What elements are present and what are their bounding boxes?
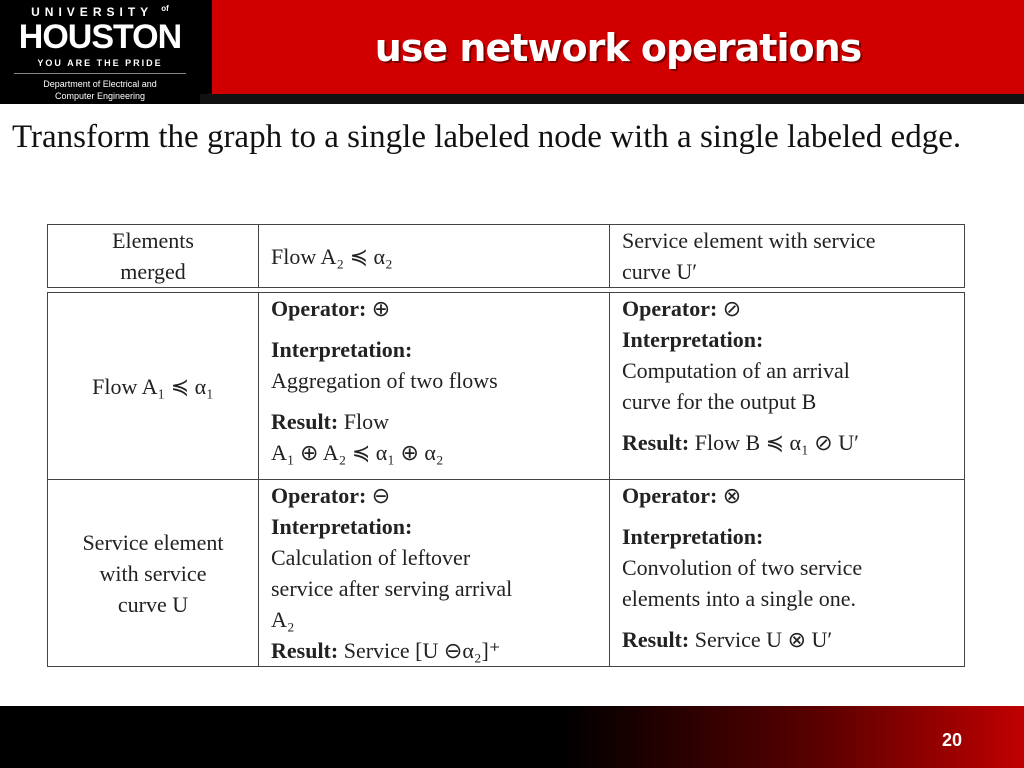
header-dark-strip — [200, 94, 1024, 104]
logo-tagline: YOU ARE THE PRIDE — [37, 58, 163, 68]
header-gap — [200, 0, 212, 94]
table-row — [48, 293, 965, 480]
footer-bar — [0, 706, 1024, 768]
cell-aggregation: Operator: ⊕ Interpretation: Aggregation of two flows Result: Flow A₁ ⊕ A₂ ≼ α₁ ⊕ α₂ — [259, 293, 610, 480]
cell-leftover: Operator: ⊖ Interpretation: Calculation of leftover service after serving arrival A₂ Result: Service [U ⊖α₂]⁺ — [259, 480, 610, 667]
university-logo — [0, 0, 200, 104]
cell-arrival-curve: Operator: ⊘ Interpretation: Computation of an arrival curve for the output B Result: Flow B ≼ α₁ ⊘ U′ — [610, 293, 965, 480]
logo-university-text: UNIVERSITY $^{of}$ — [31, 4, 169, 19]
table-row — [48, 480, 965, 667]
page-number: 20 — [941, 730, 962, 750]
slide-title: use network operations — [374, 26, 862, 70]
header-cell-elements: Elements merged — [48, 225, 259, 288]
cell-convolution: Operator: ⊗ Interpretation: Convolution of two service elements into a single one. Result: Service U ⊗ U′ — [610, 480, 965, 667]
logo-divider — [14, 73, 186, 74]
row-label-flow: Flow A₁ ≼ α₁ — [48, 293, 259, 480]
logo-houston-text: HOUSTON — [18, 18, 182, 56]
header-cell-service: Service element with service curve U′ — [610, 225, 965, 288]
operations-table-header — [47, 224, 965, 288]
logo-department: Department of Electrical and Computer Engineering — [43, 79, 157, 101]
header-cell-flow: Flow A₂ ≼ α₂ — [259, 225, 610, 288]
operations-table-body — [47, 292, 965, 667]
row-label-service: Service element with service curve U — [48, 480, 259, 667]
intro-text: Transform the graph to a single labeled node with a single labeled edge. — [12, 119, 962, 155]
